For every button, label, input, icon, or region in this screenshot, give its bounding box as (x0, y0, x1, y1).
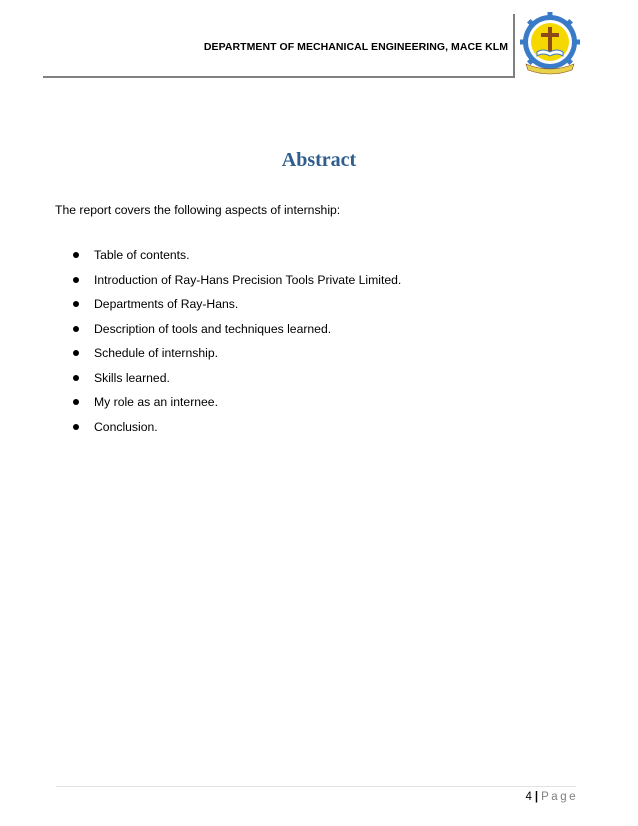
list-item (70, 395, 401, 420)
footer-divider (56, 786, 576, 787)
list-item (70, 346, 401, 371)
intro-paragraph: The report covers the following aspects of internship: (55, 203, 341, 217)
bullet-icon (73, 277, 79, 283)
bullet-icon (73, 350, 79, 356)
college-seal-icon (520, 12, 580, 76)
list-item (70, 297, 401, 322)
page-title: Abstract (281, 149, 357, 171)
list-item (70, 248, 401, 273)
page-word: Page (541, 791, 578, 803)
header-title: DEPARTMENT OF MECHANICAL ENGINEERING, MACE KLM (203, 41, 508, 53)
list-item (70, 322, 401, 347)
bullet-icon (73, 301, 79, 307)
list-item (70, 273, 401, 298)
aspects-list (70, 248, 401, 444)
bullet-icon (73, 375, 79, 381)
bullet-icon (73, 399, 79, 405)
bullet-icon (73, 252, 79, 258)
list-item-text: Skills learned. (94, 370, 170, 385)
list-item-text: Introduction of Ray-Hans Precision Tools Private Limited. (94, 272, 402, 287)
college-seal-svg (520, 12, 580, 76)
page-number: 4 (525, 791, 532, 803)
page-footer (526, 791, 578, 803)
list-item-text: My role as an internee. (94, 395, 218, 409)
footer-separator: | (534, 791, 539, 803)
list-item-text: Schedule of internship. (94, 346, 218, 360)
list-item-text: Table of contents. (94, 248, 190, 262)
list-item (70, 371, 401, 396)
list-item-text: Conclusion. (94, 419, 158, 434)
list-item-text: Departments of Ray-Hans. (94, 297, 239, 311)
list-item (70, 420, 401, 445)
header-horizontal-divider (43, 76, 513, 78)
header-vertical-divider (513, 14, 515, 78)
bullet-icon (73, 424, 79, 430)
bullet-icon (73, 326, 79, 332)
page-header (0, 0, 638, 80)
list-item-text: Description of tools and techniques learned. (94, 321, 332, 336)
